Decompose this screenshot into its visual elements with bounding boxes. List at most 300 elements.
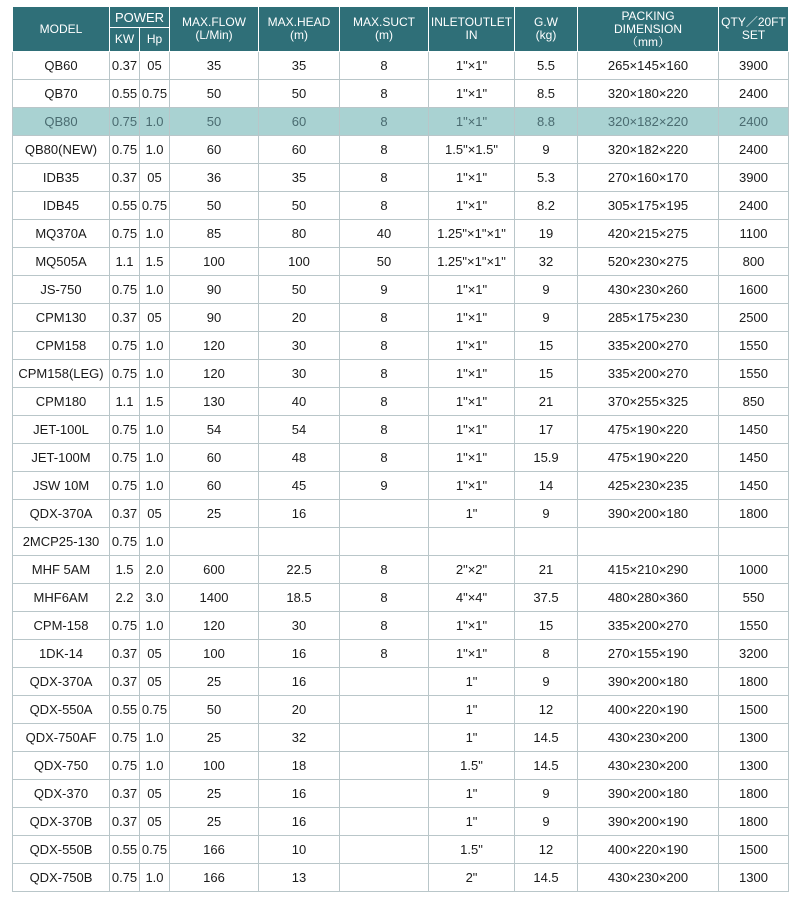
- cell-gross-weight: 9: [515, 304, 578, 332]
- cell-packing-dimension: 400×220×190: [578, 836, 719, 864]
- cell-max-suct: [340, 500, 429, 528]
- cell-hp: 1.5: [140, 388, 170, 416]
- cell-qty-20ft: 1450: [719, 444, 789, 472]
- cell-inlet-outlet: 1"×1": [429, 108, 515, 136]
- cell-qty-20ft: 2400: [719, 136, 789, 164]
- cell-model: JET-100L: [13, 416, 110, 444]
- table-row: [13, 332, 789, 360]
- cell-kw: 0.75: [110, 724, 140, 752]
- cell-qty-20ft: 1550: [719, 332, 789, 360]
- cell-max-flow: 25: [170, 724, 259, 752]
- cell-max-flow: 50: [170, 108, 259, 136]
- cell-inlet-outlet: [429, 528, 515, 556]
- cell-gross-weight: 14.5: [515, 864, 578, 892]
- cell-packing-dimension: 475×190×220: [578, 416, 719, 444]
- cell-inlet-outlet: 2": [429, 864, 515, 892]
- cell-model: CPM158(LEG): [13, 360, 110, 388]
- cell-hp: 1.5: [140, 248, 170, 276]
- cell-model: QDX-370A: [13, 500, 110, 528]
- cell-max-flow: 36: [170, 164, 259, 192]
- cell-hp: 1.0: [140, 220, 170, 248]
- cell-max-head: 54: [259, 416, 340, 444]
- cell-kw: 0.75: [110, 332, 140, 360]
- table-row: [13, 808, 789, 836]
- cell-inlet-outlet: 1.25"×1"×1": [429, 220, 515, 248]
- cell-max-head: 50: [259, 80, 340, 108]
- cell-max-suct: [340, 696, 429, 724]
- cell-inlet-outlet: 1"×1": [429, 360, 515, 388]
- cell-inlet-outlet: 1"×1": [429, 444, 515, 472]
- cell-max-flow: 50: [170, 80, 259, 108]
- cell-model: JS-750: [13, 276, 110, 304]
- table-row: [13, 248, 789, 276]
- cell-packing-dimension: 420×215×275: [578, 220, 719, 248]
- cell-max-flow: 600: [170, 556, 259, 584]
- cell-packing-dimension: 390×200×180: [578, 500, 719, 528]
- col-header-gross-weight: G.W (kg): [515, 7, 578, 52]
- cell-model: 1DK-14: [13, 640, 110, 668]
- cell-max-head: 40: [259, 388, 340, 416]
- cell-max-flow: 35: [170, 52, 259, 80]
- cell-inlet-outlet: 1.5"×1.5": [429, 136, 515, 164]
- cell-hp: 1.0: [140, 136, 170, 164]
- cell-max-head: 30: [259, 360, 340, 388]
- col-header-hp: Hp: [140, 28, 170, 52]
- cell-kw: 0.75: [110, 416, 140, 444]
- table-row: [13, 52, 789, 80]
- cell-max-suct: 8: [340, 52, 429, 80]
- cell-model: QB70: [13, 80, 110, 108]
- table-body: [13, 52, 789, 892]
- cell-max-head: 60: [259, 136, 340, 164]
- table-row: [13, 444, 789, 472]
- cell-packing-dimension: 430×230×260: [578, 276, 719, 304]
- cell-kw: 0.75: [110, 528, 140, 556]
- cell-hp: 2.0: [140, 556, 170, 584]
- cell-packing-dimension: 320×182×220: [578, 108, 719, 136]
- cell-max-suct: [340, 752, 429, 780]
- cell-gross-weight: 15: [515, 332, 578, 360]
- cell-kw: 0.75: [110, 444, 140, 472]
- cell-inlet-outlet: 1"×1": [429, 164, 515, 192]
- cell-hp: 1.0: [140, 724, 170, 752]
- cell-max-head: 50: [259, 276, 340, 304]
- cell-gross-weight: 8.8: [515, 108, 578, 136]
- cell-hp: 05: [140, 780, 170, 808]
- cell-max-suct: 40: [340, 220, 429, 248]
- cell-inlet-outlet: 2"×2": [429, 556, 515, 584]
- cell-hp: 1.0: [140, 528, 170, 556]
- cell-max-head: 35: [259, 52, 340, 80]
- cell-packing-dimension: 475×190×220: [578, 444, 719, 472]
- cell-inlet-outlet: 1"×1": [429, 276, 515, 304]
- cell-max-head: 30: [259, 612, 340, 640]
- cell-hp: 0.75: [140, 696, 170, 724]
- cell-packing-dimension: 335×200×270: [578, 612, 719, 640]
- col-header-model: MODEL: [13, 7, 110, 52]
- cell-model: QB60: [13, 52, 110, 80]
- cell-max-head: 16: [259, 500, 340, 528]
- cell-model: QDX-750B: [13, 864, 110, 892]
- cell-model: QDX-750: [13, 752, 110, 780]
- col-header-max-suct: MAX.SUCT (m): [340, 7, 429, 52]
- col-header-inlet-outlet: INLETOUTLET IN: [429, 7, 515, 52]
- cell-kw: 1.1: [110, 388, 140, 416]
- pump-spec-table: [12, 6, 789, 892]
- cell-qty-20ft: 3900: [719, 164, 789, 192]
- cell-max-suct: [340, 808, 429, 836]
- cell-max-head: 18: [259, 752, 340, 780]
- cell-max-suct: 8: [340, 304, 429, 332]
- cell-max-suct: 8: [340, 584, 429, 612]
- cell-qty-20ft: 1550: [719, 360, 789, 388]
- cell-packing-dimension: 400×220×190: [578, 696, 719, 724]
- cell-kw: 0.37: [110, 304, 140, 332]
- cell-hp: 05: [140, 640, 170, 668]
- cell-model: QDX-550B: [13, 836, 110, 864]
- cell-qty-20ft: 2400: [719, 108, 789, 136]
- cell-kw: 0.75: [110, 360, 140, 388]
- table-row: [13, 724, 789, 752]
- cell-gross-weight: 19: [515, 220, 578, 248]
- table-row: [13, 836, 789, 864]
- cell-max-head: 30: [259, 332, 340, 360]
- cell-hp: 1.0: [140, 444, 170, 472]
- table-row: [13, 304, 789, 332]
- cell-qty-20ft: 1500: [719, 836, 789, 864]
- cell-max-flow: 100: [170, 752, 259, 780]
- cell-qty-20ft: 1800: [719, 780, 789, 808]
- cell-max-flow: 120: [170, 360, 259, 388]
- cell-gross-weight: 8.2: [515, 192, 578, 220]
- cell-qty-20ft: 2400: [719, 192, 789, 220]
- cell-qty-20ft: 1100: [719, 220, 789, 248]
- cell-max-head: 16: [259, 640, 340, 668]
- table-row: [13, 752, 789, 780]
- cell-qty-20ft: 1550: [719, 612, 789, 640]
- cell-model: CPM158: [13, 332, 110, 360]
- cell-kw: 0.37: [110, 808, 140, 836]
- table-row: [13, 388, 789, 416]
- table-row: [13, 108, 789, 136]
- cell-max-flow: 60: [170, 136, 259, 164]
- cell-max-flow: 50: [170, 696, 259, 724]
- cell-max-head: 18.5: [259, 584, 340, 612]
- cell-hp: 05: [140, 668, 170, 696]
- cell-hp: 1.0: [140, 332, 170, 360]
- cell-kw: 0.75: [110, 136, 140, 164]
- col-header-power: POWER: [110, 7, 170, 28]
- cell-qty-20ft: 1800: [719, 808, 789, 836]
- cell-kw: 0.55: [110, 80, 140, 108]
- cell-packing-dimension: 335×200×270: [578, 332, 719, 360]
- cell-max-suct: 8: [340, 192, 429, 220]
- cell-kw: 0.55: [110, 696, 140, 724]
- cell-gross-weight: 5.3: [515, 164, 578, 192]
- cell-kw: 1.5: [110, 556, 140, 584]
- cell-max-suct: 8: [340, 444, 429, 472]
- cell-hp: 1.0: [140, 472, 170, 500]
- table-row: [13, 164, 789, 192]
- cell-gross-weight: 9: [515, 780, 578, 808]
- cell-inlet-outlet: 1"×1": [429, 80, 515, 108]
- cell-qty-20ft: 2500: [719, 304, 789, 332]
- table-row: [13, 640, 789, 668]
- cell-max-flow: 60: [170, 472, 259, 500]
- cell-model: QDX-370: [13, 780, 110, 808]
- cell-max-flow: 54: [170, 416, 259, 444]
- col-header-max-flow: MAX.FLOW (L/Min): [170, 7, 259, 52]
- cell-max-flow: 100: [170, 640, 259, 668]
- cell-max-flow: 120: [170, 332, 259, 360]
- cell-kw: 0.75: [110, 612, 140, 640]
- cell-hp: 3.0: [140, 584, 170, 612]
- cell-gross-weight: 15.9: [515, 444, 578, 472]
- cell-kw: 0.75: [110, 752, 140, 780]
- cell-kw: 0.55: [110, 836, 140, 864]
- cell-model: JSW 10M: [13, 472, 110, 500]
- cell-max-suct: [340, 864, 429, 892]
- cell-packing-dimension: 430×230×200: [578, 752, 719, 780]
- cell-max-flow: 25: [170, 780, 259, 808]
- cell-model: CPM130: [13, 304, 110, 332]
- cell-model: CPM-158: [13, 612, 110, 640]
- cell-max-suct: 8: [340, 164, 429, 192]
- cell-max-head: 16: [259, 808, 340, 836]
- cell-max-flow: [170, 528, 259, 556]
- cell-inlet-outlet: 1"×1": [429, 472, 515, 500]
- table-row: [13, 584, 789, 612]
- cell-max-head: 20: [259, 304, 340, 332]
- cell-packing-dimension: 390×200×180: [578, 780, 719, 808]
- table-row: [13, 276, 789, 304]
- cell-qty-20ft: 3900: [719, 52, 789, 80]
- cell-max-flow: 100: [170, 248, 259, 276]
- cell-max-flow: 120: [170, 612, 259, 640]
- cell-inlet-outlet: 1": [429, 500, 515, 528]
- table-row: [13, 696, 789, 724]
- cell-hp: 0.75: [140, 836, 170, 864]
- cell-max-flow: 50: [170, 192, 259, 220]
- cell-max-head: 32: [259, 724, 340, 752]
- cell-model: CPM180: [13, 388, 110, 416]
- cell-kw: 1.1: [110, 248, 140, 276]
- cell-qty-20ft: 1800: [719, 668, 789, 696]
- cell-packing-dimension: [578, 528, 719, 556]
- cell-packing-dimension: 430×230×200: [578, 864, 719, 892]
- cell-inlet-outlet: 1.5": [429, 752, 515, 780]
- cell-max-flow: 90: [170, 304, 259, 332]
- cell-packing-dimension: 430×230×200: [578, 724, 719, 752]
- cell-max-head: 60: [259, 108, 340, 136]
- cell-qty-20ft: 1800: [719, 500, 789, 528]
- cell-kw: 2.2: [110, 584, 140, 612]
- cell-max-suct: [340, 724, 429, 752]
- table-row: [13, 416, 789, 444]
- table-row: [13, 528, 789, 556]
- cell-gross-weight: 17: [515, 416, 578, 444]
- cell-hp: 05: [140, 304, 170, 332]
- cell-packing-dimension: 425×230×235: [578, 472, 719, 500]
- cell-qty-20ft: 1450: [719, 472, 789, 500]
- cell-gross-weight: 9: [515, 276, 578, 304]
- cell-qty-20ft: 2400: [719, 80, 789, 108]
- cell-max-suct: 8: [340, 388, 429, 416]
- cell-model: MHF 5AM: [13, 556, 110, 584]
- cell-model: QDX-370B: [13, 808, 110, 836]
- cell-max-suct: 8: [340, 360, 429, 388]
- cell-inlet-outlet: 1"×1": [429, 52, 515, 80]
- cell-max-flow: 25: [170, 500, 259, 528]
- cell-gross-weight: 12: [515, 696, 578, 724]
- cell-gross-weight: 14.5: [515, 752, 578, 780]
- cell-max-flow: 90: [170, 276, 259, 304]
- cell-max-suct: 9: [340, 472, 429, 500]
- cell-kw: 0.75: [110, 276, 140, 304]
- table-row: [13, 612, 789, 640]
- cell-max-head: 20: [259, 696, 340, 724]
- cell-gross-weight: 5.5: [515, 52, 578, 80]
- cell-gross-weight: 32: [515, 248, 578, 276]
- cell-inlet-outlet: 1.25"×1"×1": [429, 248, 515, 276]
- cell-inlet-outlet: 1"×1": [429, 332, 515, 360]
- cell-hp: 0.75: [140, 80, 170, 108]
- cell-max-flow: 60: [170, 444, 259, 472]
- cell-gross-weight: 37.5: [515, 584, 578, 612]
- cell-gross-weight: 12: [515, 836, 578, 864]
- cell-model: QDX-750AF: [13, 724, 110, 752]
- cell-max-head: [259, 528, 340, 556]
- cell-packing-dimension: 480×280×360: [578, 584, 719, 612]
- cell-qty-20ft: 1450: [719, 416, 789, 444]
- cell-inlet-outlet: 1"×1": [429, 416, 515, 444]
- cell-gross-weight: 8: [515, 640, 578, 668]
- cell-max-head: 10: [259, 836, 340, 864]
- cell-gross-weight: 15: [515, 612, 578, 640]
- col-header-qty-20ft: QTY／20FT SET: [719, 7, 789, 52]
- cell-max-flow: 25: [170, 668, 259, 696]
- cell-max-head: 16: [259, 668, 340, 696]
- cell-hp: 05: [140, 808, 170, 836]
- cell-max-flow: 166: [170, 836, 259, 864]
- cell-max-suct: 8: [340, 332, 429, 360]
- table-header: [13, 7, 789, 52]
- cell-kw: 0.37: [110, 52, 140, 80]
- cell-inlet-outlet: 1"×1": [429, 388, 515, 416]
- cell-packing-dimension: 390×200×190: [578, 808, 719, 836]
- cell-qty-20ft: 800: [719, 248, 789, 276]
- cell-model: QDX-550A: [13, 696, 110, 724]
- cell-packing-dimension: 520×230×275: [578, 248, 719, 276]
- cell-model: MQ505A: [13, 248, 110, 276]
- cell-max-head: 22.5: [259, 556, 340, 584]
- cell-qty-20ft: [719, 528, 789, 556]
- cell-inlet-outlet: 1": [429, 696, 515, 724]
- cell-max-suct: 8: [340, 108, 429, 136]
- cell-model: IDB35: [13, 164, 110, 192]
- table-row: [13, 80, 789, 108]
- cell-max-head: 80: [259, 220, 340, 248]
- cell-max-flow: 1400: [170, 584, 259, 612]
- cell-hp: 1.0: [140, 752, 170, 780]
- cell-packing-dimension: 390×200×180: [578, 668, 719, 696]
- cell-kw: 0.37: [110, 780, 140, 808]
- cell-kw: 0.75: [110, 864, 140, 892]
- table-row: [13, 864, 789, 892]
- cell-max-flow: 25: [170, 808, 259, 836]
- cell-gross-weight: 14.5: [515, 724, 578, 752]
- cell-qty-20ft: 1300: [719, 864, 789, 892]
- cell-inlet-outlet: 1"×1": [429, 192, 515, 220]
- cell-packing-dimension: 415×210×290: [578, 556, 719, 584]
- table-row: [13, 500, 789, 528]
- cell-qty-20ft: 3200: [719, 640, 789, 668]
- cell-kw: 0.37: [110, 668, 140, 696]
- cell-max-suct: 8: [340, 640, 429, 668]
- cell-gross-weight: 8.5: [515, 80, 578, 108]
- cell-max-head: 13: [259, 864, 340, 892]
- cell-kw: 0.75: [110, 108, 140, 136]
- cell-gross-weight: 9: [515, 500, 578, 528]
- cell-hp: 1.0: [140, 416, 170, 444]
- cell-packing-dimension: 305×175×195: [578, 192, 719, 220]
- cell-packing-dimension: 370×255×325: [578, 388, 719, 416]
- cell-gross-weight: 14: [515, 472, 578, 500]
- cell-model: 2MCP25-130: [13, 528, 110, 556]
- cell-hp: 1.0: [140, 360, 170, 388]
- table-row: [13, 192, 789, 220]
- table-row: [13, 220, 789, 248]
- cell-inlet-outlet: 4"×4": [429, 584, 515, 612]
- cell-inlet-outlet: 1"×1": [429, 612, 515, 640]
- col-header-max-head: MAX.HEAD (m): [259, 7, 340, 52]
- cell-hp: 1.0: [140, 108, 170, 136]
- cell-max-head: 48: [259, 444, 340, 472]
- cell-max-flow: 166: [170, 864, 259, 892]
- cell-hp: 05: [140, 52, 170, 80]
- cell-max-head: 50: [259, 192, 340, 220]
- cell-kw: 0.37: [110, 500, 140, 528]
- cell-hp: 1.0: [140, 612, 170, 640]
- cell-packing-dimension: 335×200×270: [578, 360, 719, 388]
- cell-kw: 0.75: [110, 220, 140, 248]
- col-header-kw: KW: [110, 28, 140, 52]
- cell-max-head: 35: [259, 164, 340, 192]
- cell-qty-20ft: 550: [719, 584, 789, 612]
- cell-packing-dimension: 270×160×170: [578, 164, 719, 192]
- cell-kw: 0.55: [110, 192, 140, 220]
- cell-qty-20ft: 1000: [719, 556, 789, 584]
- cell-max-suct: 8: [340, 612, 429, 640]
- cell-max-head: 16: [259, 780, 340, 808]
- cell-max-head: 100: [259, 248, 340, 276]
- cell-model: MHF6AM: [13, 584, 110, 612]
- cell-max-flow: 85: [170, 220, 259, 248]
- cell-model: QB80: [13, 108, 110, 136]
- cell-max-flow: 130: [170, 388, 259, 416]
- cell-gross-weight: 15: [515, 360, 578, 388]
- cell-kw: 0.75: [110, 472, 140, 500]
- cell-kw: 0.37: [110, 164, 140, 192]
- cell-packing-dimension: 320×180×220: [578, 80, 719, 108]
- cell-gross-weight: [515, 528, 578, 556]
- cell-max-suct: 9: [340, 276, 429, 304]
- cell-qty-20ft: 1300: [719, 724, 789, 752]
- cell-model: MQ370A: [13, 220, 110, 248]
- cell-hp: 05: [140, 500, 170, 528]
- cell-gross-weight: 9: [515, 808, 578, 836]
- col-header-packing-dimension: PACKING DIMENSION （mm）: [578, 7, 719, 52]
